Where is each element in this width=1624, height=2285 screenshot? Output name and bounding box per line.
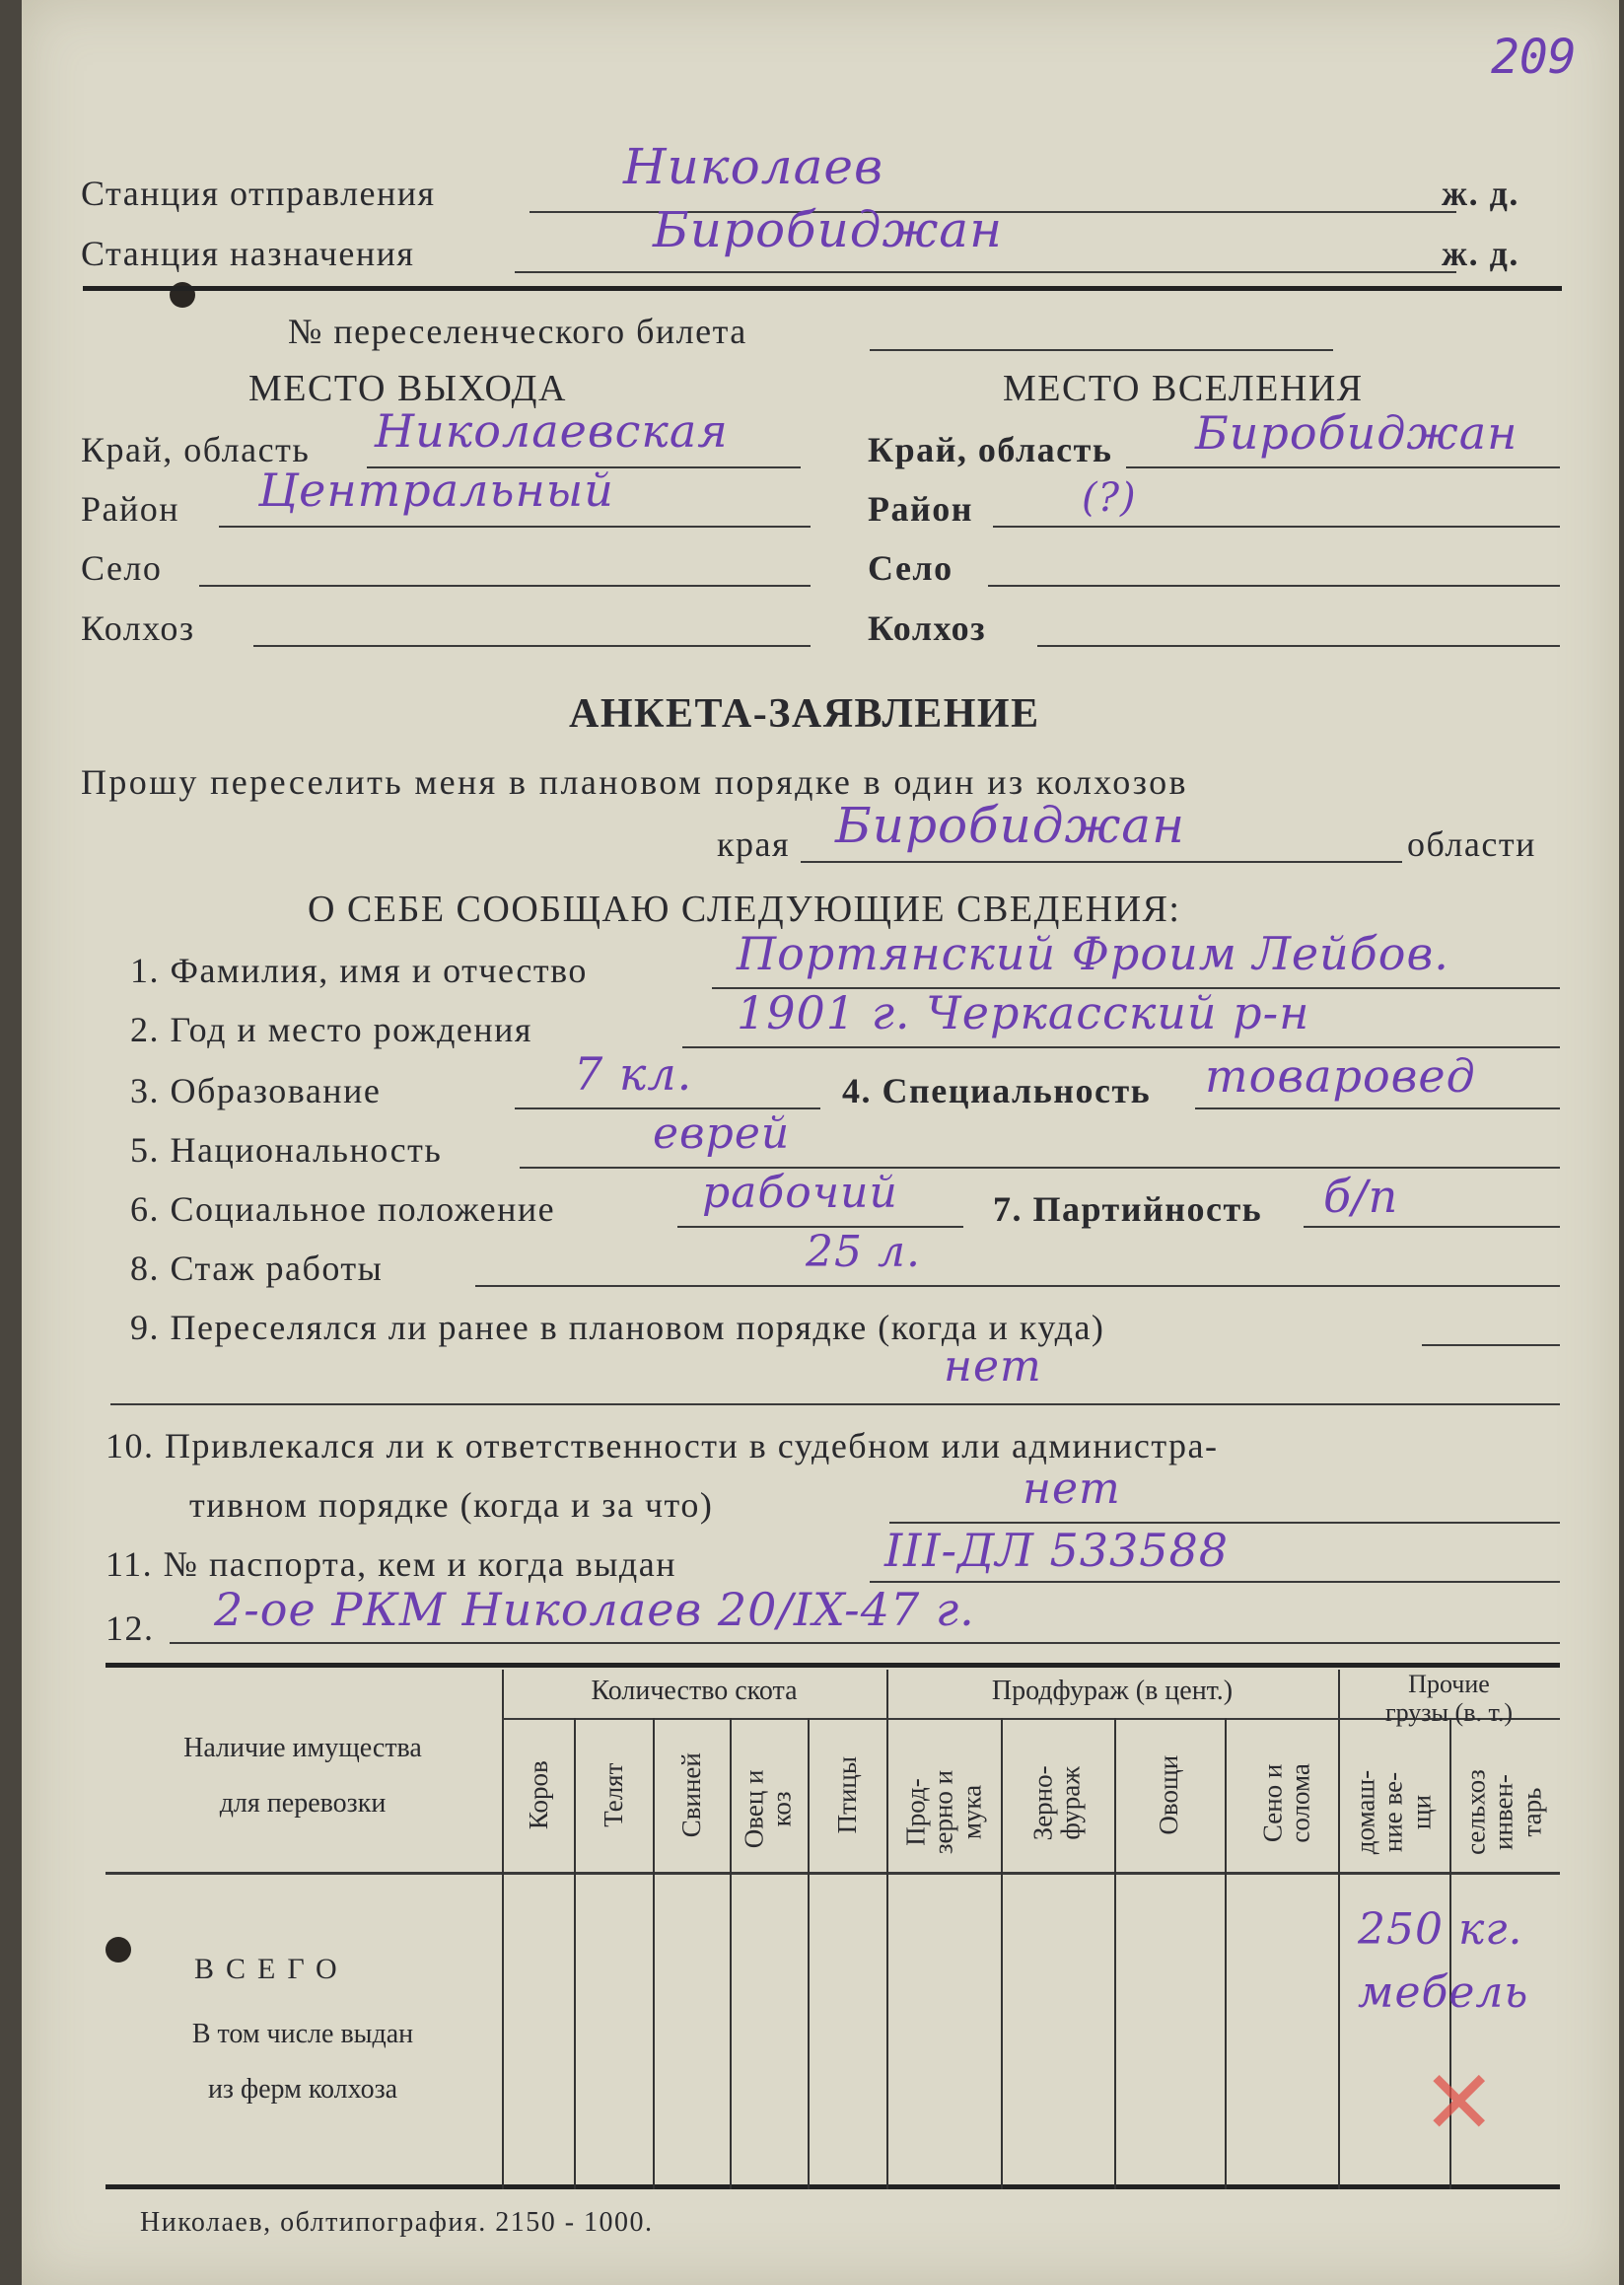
table-vline [1114, 1718, 1116, 2189]
ticket-label: № переселенческого билета [288, 312, 747, 351]
col-vegetables: Овощи [1153, 1754, 1183, 1835]
origin-title: МЕСТО ВЫХОДА [248, 368, 567, 409]
col-grain-flour: Прод- зерно и мука [900, 1769, 987, 1855]
destination-value: Биробиджан [653, 201, 1004, 258]
rail-suffix: ж. д. [1442, 174, 1519, 213]
divider [83, 286, 1562, 291]
f11-label: 11. № паспорта, кем и когда выдан [106, 1544, 676, 1584]
livestock-header: Количество скота [591, 1676, 798, 1706]
request-underline [801, 861, 1402, 863]
f4-underline [1195, 1107, 1560, 1109]
col-equipment: сельхоз инвен- тарь [1460, 1769, 1547, 1855]
origin-region-value: Николаевская [375, 404, 729, 458]
table-vline [574, 1718, 576, 2189]
origin-village-underline [199, 585, 811, 587]
f9-underline-b [110, 1403, 1560, 1405]
table-header-border [106, 1872, 1560, 1875]
col-hay: Сено и солома [1257, 1763, 1315, 1843]
table-vline [1225, 1718, 1227, 2189]
destination-underline [515, 271, 1456, 273]
origin-region-label: Край, область [81, 430, 311, 469]
col-grain-fodder: Зерно- фураж [1027, 1765, 1086, 1841]
f3-value: 7 кл. [574, 1047, 693, 1101]
destination-kolkhoz-underline [1037, 645, 1560, 647]
issued-label: В том числе выдан из ферм колхоза [191, 2019, 414, 2105]
origin-kolkhoz-underline [253, 645, 811, 647]
f7-underline [1304, 1226, 1560, 1228]
f12-underline [170, 1642, 1560, 1644]
total-label: ВСЕГО [194, 1953, 349, 1985]
destination-region-value: Биробиджан [1195, 406, 1518, 460]
table-vline [808, 1718, 810, 2189]
destination-kolkhoz-label: Колхоз [868, 608, 987, 648]
origin-district-value: Центральный [258, 464, 614, 517]
f10-value: нет [1023, 1464, 1121, 1514]
rail-suffix: ж. д. [1442, 234, 1519, 273]
col-sheep: Овец и коз [739, 1769, 797, 1849]
f9-label: 9. Переселялся ли ранее в плановом порядке (когда и куда) [130, 1308, 1105, 1347]
table-vline [1001, 1718, 1003, 2189]
feed-header: Продфураж (в цент.) [991, 1676, 1234, 1706]
col-calves: Телят [598, 1762, 628, 1827]
f10-label-line2: тивном порядке (когда и за что) [189, 1485, 714, 1525]
request-oblasti: области [1407, 824, 1536, 864]
f6-value: рабочий [702, 1168, 898, 1218]
f1-value: Портянский Фроим Лейбов. [737, 927, 1449, 980]
table-vline [730, 1718, 732, 2189]
f9-underline-a [1422, 1344, 1560, 1346]
destination-label: Станция назначения [81, 234, 415, 273]
punch-hole [106, 1937, 131, 1963]
destination-district-label: Район [868, 489, 973, 529]
ticket-underline [870, 349, 1333, 351]
origin-village-label: Село [81, 548, 163, 588]
origin-district-underline [219, 526, 811, 528]
f3-label: 3. Образование [130, 1071, 382, 1110]
destination-region-underline [1126, 466, 1560, 468]
f8-underline [475, 1285, 1560, 1287]
f9-value: нет [944, 1341, 1042, 1392]
origin-kolkhoz-label: Колхоз [81, 608, 195, 648]
table-vline [1338, 1670, 1340, 2189]
destination-district-value: (?) [1082, 475, 1137, 521]
footer-imprint: Николаев, облтипография. 2150 - 1000. [140, 2207, 654, 2238]
f1-label: 1. Фамилия, имя и отчество [130, 951, 588, 990]
request-line: Прошу переселить меня в плановом порядке в один из колхозов [81, 762, 1188, 802]
f8-value: 25 л. [806, 1227, 921, 1277]
f5-value: еврей [653, 1108, 791, 1159]
f4-value: товаровед [1205, 1049, 1476, 1103]
table-vline [502, 1670, 504, 2189]
f5-underline [520, 1167, 1560, 1169]
f12-value: 2-ое РКМ Николаев 20/IX-47 г. [214, 1583, 975, 1636]
f7-label: 7. Партийность [993, 1189, 1263, 1229]
f2-underline [682, 1046, 1560, 1048]
destination-district-underline [993, 526, 1560, 528]
col-cows: Коров [523, 1760, 553, 1830]
table-vline [653, 1718, 655, 2189]
col-pigs: Свиней [675, 1752, 706, 1838]
f5-label: 5. Национальность [130, 1130, 443, 1170]
f4-label: 4. Специальность [842, 1071, 1152, 1110]
f8-label: 8. Стаж работы [130, 1249, 384, 1288]
departure-value: Николаев [623, 138, 884, 195]
request-value: Биробиджан [835, 797, 1186, 854]
request-kraya: края [717, 824, 791, 864]
destination-title: МЕСТО ВСЕЛЕНИЯ [1003, 368, 1364, 409]
origin-district-label: Район [81, 489, 180, 529]
destination-village-underline [988, 585, 1560, 587]
f11-value: III-ДЛ 533588 [884, 1524, 1230, 1577]
form-title: АНКЕТА-ЗАЯВЛЕНИЕ [569, 691, 1040, 737]
document-sheet [22, 0, 1619, 2285]
page-number: 209 [1491, 30, 1577, 85]
destination-village-label: Село [868, 548, 953, 588]
col-poultry: Птицы [831, 1756, 862, 1834]
f6-label: 6. Социальное положение [130, 1189, 556, 1229]
f2-value: 1901 г. Черкасский р-н [737, 986, 1310, 1039]
info-title: О СЕБЕ СООБЩАЮ СЛЕДУЮЩИЕ СВЕДЕНИЯ: [308, 889, 1181, 930]
f7-value: б/п [1323, 1170, 1399, 1223]
table-bottom-border [106, 2184, 1560, 2189]
table-top-border [106, 1663, 1560, 1668]
f12-label: 12. [106, 1608, 155, 1648]
other-value: 250 кг. мебель [1358, 1904, 1529, 2018]
col-household: домаш- ние ве- щи [1350, 1769, 1437, 1855]
table-vline [886, 1670, 888, 2189]
f2-label: 2. Год и место рождения [130, 1010, 532, 1049]
departure-label: Станция отправления [81, 174, 436, 213]
stamp-mark: ✕ [1422, 2051, 1497, 2155]
destination-region-label: Край, область [868, 430, 1113, 469]
property-header: Наличие имущества для перевозки [183, 1733, 422, 1819]
other-header: Прочие грузы (в. т.) [1384, 1670, 1514, 1727]
f10-label-line1: 10. Привлекался ли к ответственности в судебном или администра- [106, 1426, 1219, 1465]
